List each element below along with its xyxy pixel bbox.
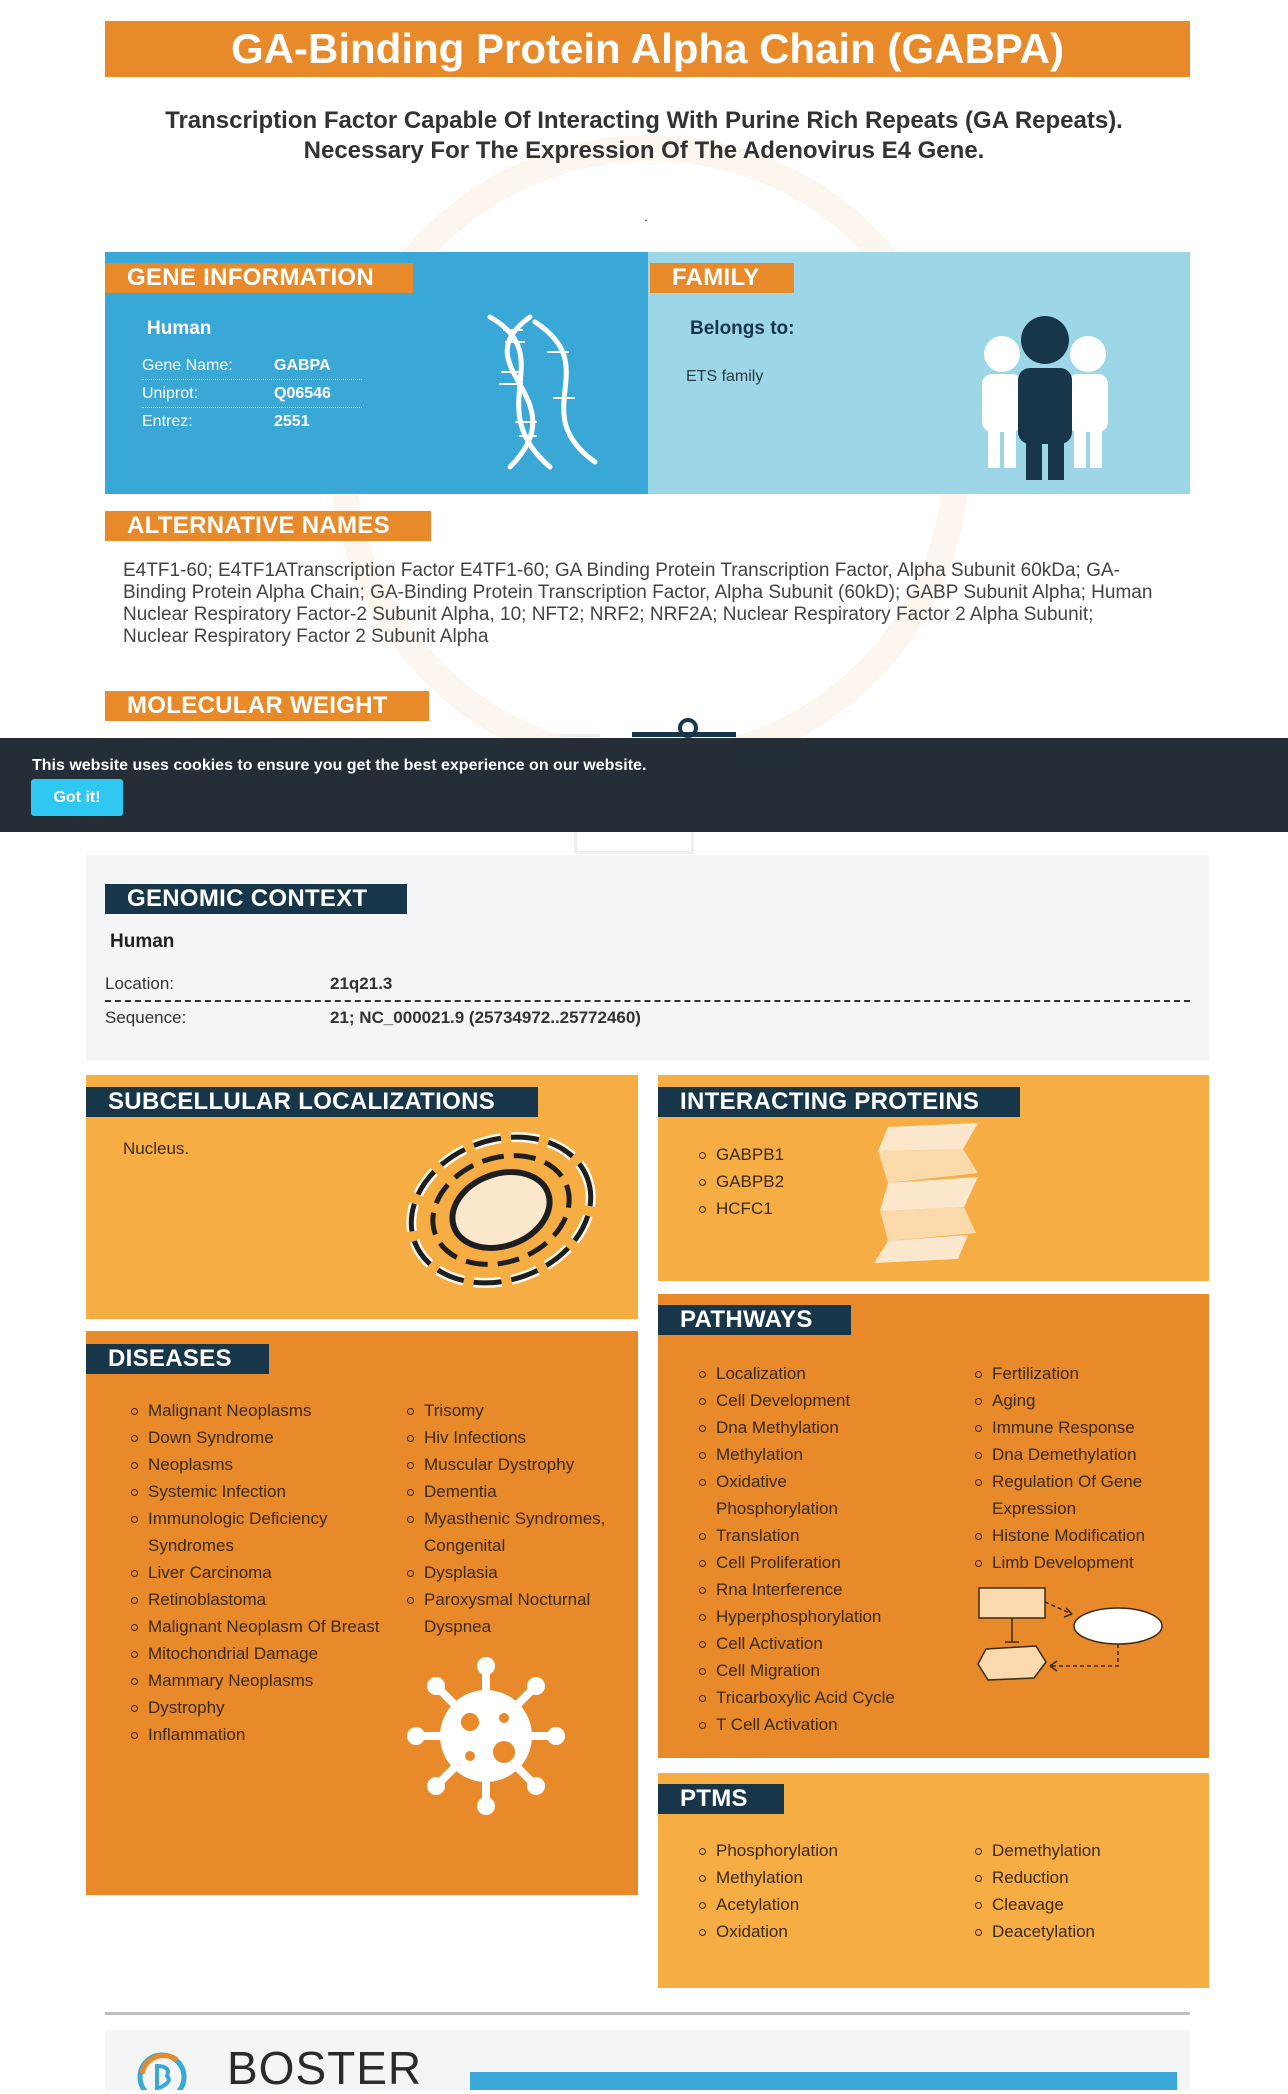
belongs-to-label: Belongs to: — [690, 318, 795, 339]
row-label: Entrez: — [142, 413, 193, 430]
pathways-list-col1 — [696, 1360, 936, 1738]
list-item: Inflammation — [128, 1721, 380, 1748]
list-item: Deacetylation — [972, 1918, 1182, 1945]
list-item: Malignant Neoplasm Of Breast — [128, 1613, 380, 1640]
family-panel — [648, 252, 1190, 494]
list-item: Acetylation — [696, 1891, 936, 1918]
list-item: Oxidation — [696, 1918, 936, 1945]
location-row — [105, 968, 1190, 1002]
list-item: Immunologic Deficiency Syndromes — [128, 1505, 380, 1559]
list-item: Phosphorylation — [696, 1837, 936, 1864]
list-item: T Cell Activation — [696, 1711, 936, 1738]
list-item: Reduction — [972, 1864, 1182, 1891]
list-item: Tricarboxylic Acid Cycle — [696, 1684, 936, 1711]
list-item: Muscular Dystrophy — [404, 1451, 616, 1478]
subcellular-heading: SUBCELLULAR LOCALIZATIONS — [86, 1087, 538, 1117]
gene-info-table — [142, 352, 362, 435]
list-item: Trisomy — [404, 1397, 616, 1424]
sequence-row — [105, 1002, 1190, 1034]
gene-name-row — [142, 352, 362, 380]
row-label: Gene Name: — [142, 357, 233, 374]
list-item: Hyperphosphorylation — [696, 1603, 936, 1630]
pathways-list-col2 — [972, 1360, 1182, 1576]
pathways-heading: PATHWAYS — [658, 1305, 851, 1335]
ptms-panel — [658, 1773, 1209, 1988]
uniprot-row — [142, 380, 362, 408]
people-group-icon — [970, 312, 1120, 482]
footer-divider — [105, 2012, 1190, 2015]
list-item: GABPB2 — [696, 1168, 784, 1195]
subcellular-text: Nucleus. — [123, 1139, 190, 1158]
interacting-proteins-panel — [658, 1075, 1209, 1281]
sequence-label: Sequence: — [105, 1008, 187, 1027]
list-item: Dna Methylation — [696, 1414, 936, 1441]
list-item: Histone Modification — [972, 1522, 1182, 1549]
list-item: Limb Development — [972, 1549, 1182, 1576]
entrez-row — [142, 408, 362, 435]
footer — [105, 2030, 1190, 2094]
list-item: Dysplasia — [404, 1559, 616, 1586]
list-item: HCFC1 — [696, 1195, 784, 1222]
cookie-message: This website uses cookies to ensure you get the best experience on our website. — [32, 757, 647, 774]
diseases-list-col1 — [128, 1397, 380, 1748]
list-item: Translation — [696, 1522, 936, 1549]
list-item: Localization — [696, 1360, 936, 1387]
gene-information-panel — [105, 252, 648, 494]
list-item: Cell Migration — [696, 1657, 936, 1684]
ptms-list-col2 — [972, 1837, 1182, 1945]
dna-icon — [465, 312, 615, 472]
genomic-context-panel — [86, 855, 1209, 1061]
diseases-list-col2 — [404, 1397, 616, 1640]
sequence-value: 21; NC_000021.9 (25734972..25772460) — [330, 1008, 641, 1027]
diseases-panel — [86, 1331, 638, 1895]
list-item: Malignant Neoplasms — [128, 1397, 380, 1424]
pathways-panel — [658, 1294, 1209, 1758]
list-item: Retinoblastoma — [128, 1586, 380, 1613]
alternative-names-heading: ALTERNATIVE NAMES — [105, 511, 431, 541]
family-value: ETS family — [686, 368, 764, 385]
ptms-heading: PTMS — [658, 1784, 784, 1814]
footer-brand: BOSTER — [227, 2042, 423, 2094]
diseases-heading: DISEASES — [86, 1344, 269, 1374]
cookie-accept-button[interactable]: Got it! — [31, 779, 123, 816]
protein-helix-icon — [868, 1117, 988, 1267]
list-item: Regulation Of Gene Expression — [972, 1468, 1182, 1522]
genomic-species: Human — [110, 931, 175, 952]
location-value: 21q21.3 — [330, 974, 393, 993]
list-item: Myasthenic Syndromes, Congenital — [404, 1505, 616, 1559]
list-item: Neoplasms — [128, 1451, 380, 1478]
family-heading: FAMILY — [650, 263, 794, 293]
subcellular-panel — [86, 1075, 638, 1319]
page-title: GA-Binding Protein Alpha Chain (GABPA) — [105, 21, 1190, 77]
list-item: Liver Carcinoma — [128, 1559, 380, 1586]
row-value: GABPA — [274, 357, 331, 374]
row-value: 2551 — [274, 413, 310, 430]
list-item: Methylation — [696, 1864, 936, 1891]
list-item: Rna Interference — [696, 1576, 936, 1603]
cookie-banner — [0, 738, 1288, 832]
footer-banner — [470, 2072, 1177, 2090]
list-item: Immune Response — [972, 1414, 1182, 1441]
molecular-weight-heading: MOLECULAR WEIGHT — [105, 691, 429, 721]
page-subtitle: Transcription Factor Capable Of Interacting With Purine Rich Repeats (GA Repeats). Necessary For The Expression Of The Adenovirus E4 Gene. — [165, 107, 1123, 164]
boster-logo-icon — [137, 2052, 187, 2090]
list-item: Mitochondrial Damage — [128, 1640, 380, 1667]
row-label: Uniprot: — [142, 385, 199, 402]
list-item: Demethylation — [972, 1837, 1182, 1864]
location-label: Location: — [105, 974, 174, 993]
stray-dot: . — [644, 208, 648, 224]
pathway-diagram-icon — [976, 1584, 1176, 1694]
list-item: Down Syndrome — [128, 1424, 380, 1451]
scale-icon-base — [574, 832, 694, 854]
list-item: Aging — [972, 1387, 1182, 1414]
list-item: Cell Development — [696, 1387, 936, 1414]
alternative-names-text: E4TF1-60; E4TF1ATranscription Factor E4TF1-60; GA Binding Protein Transcription Factor, Alpha Subunit 60kDa; GA-Binding Protein Alpha Chain; GA-Binding Protein Transcription Factor, Alpha Subunit (60kD); GABP Subunit Alpha; Human Nuclear Respiratory Factor-2 Subunit Alpha, 10; NFT2; NRF2; NRF2A; Nuclear Respiratory Factor 2 Alpha Subunit; Nuclear Respiratory Factor 2 Subunit Alpha — [123, 560, 1153, 647]
ptms-list-col1 — [696, 1837, 936, 1945]
interacting-proteins-list — [696, 1141, 784, 1222]
list-item: Cell Proliferation — [696, 1549, 936, 1576]
list-item: Paroxysmal Nocturnal Dyspnea — [404, 1586, 616, 1640]
list-item: Cleavage — [972, 1891, 1182, 1918]
cell-nucleus-icon — [396, 1115, 606, 1305]
genomic-context-heading: GENOMIC CONTEXT — [105, 884, 407, 914]
list-item: Dementia — [404, 1478, 616, 1505]
list-item: Mammary Neoplasms — [128, 1667, 380, 1694]
interacting-proteins-heading: INTERACTING PROTEINS — [658, 1087, 1020, 1117]
list-item: Dna Demethylation — [972, 1441, 1182, 1468]
gene-information-heading: GENE INFORMATION — [105, 263, 413, 293]
list-item: Hiv Infections — [404, 1424, 616, 1451]
gene-species: Human — [147, 318, 212, 339]
list-item: Oxidative Phosphorylation — [696, 1468, 866, 1522]
list-item: Systemic Infection — [128, 1478, 380, 1505]
virus-icon — [406, 1656, 566, 1816]
row-value: Q06546 — [274, 385, 331, 402]
list-item: Cell Activation — [696, 1630, 936, 1657]
list-item: GABPB1 — [696, 1141, 784, 1168]
list-item: Dystrophy — [128, 1694, 380, 1721]
list-item: Fertilization — [972, 1360, 1182, 1387]
list-item: Methylation — [696, 1441, 936, 1468]
